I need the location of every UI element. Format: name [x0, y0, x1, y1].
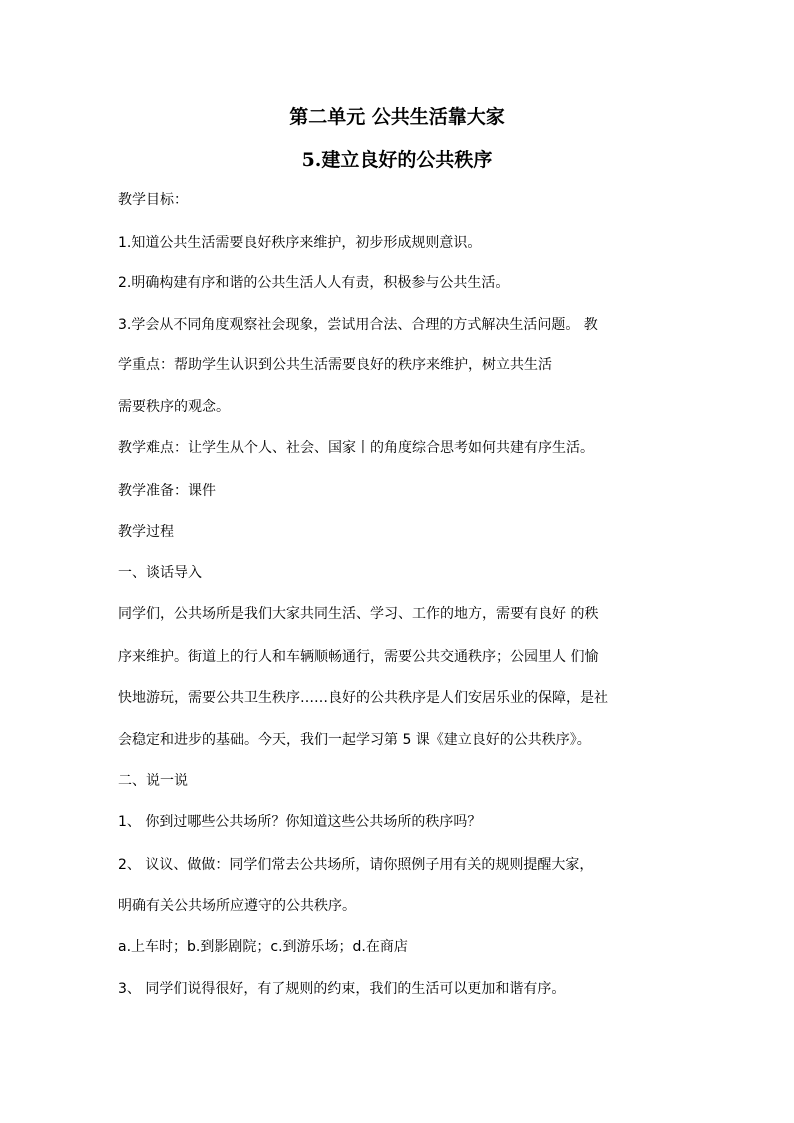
- paragraph-line-2: 序来维护。街道上的行人和车辆顺畅通行，需要公共交通秩序；公园里人 们愉: [118, 649, 599, 665]
- paragraph-line-1: 同学们，公共场所是我们大家共同生活、学习、工作的地方，需要有良好 的秩: [118, 606, 599, 622]
- question-2-line-1: 2、 议议、做做：同学们常去公共场所，请你照例子用有关的规则提醒大家，: [118, 857, 594, 873]
- key-points-line-1: 学重点：帮助学生认识到公共生活需要良好的秩序来维护，树立共生活: [118, 357, 552, 373]
- difficulties: 教学难点：让学生从个人、社会、国家丨的角度综合思考如何共建有序生活。: [118, 440, 594, 456]
- question-2-line-2: 明确有关公共场所应遵守的公共秩序。: [118, 898, 356, 914]
- point-3: 3、 同学们说得很好，有了规则的约束，我们的生活可以更加和谐有序。: [118, 981, 566, 997]
- key-points-line-2: 需要秩序的观念。: [118, 399, 230, 415]
- preparation: 教学准备：课件: [118, 483, 216, 499]
- objective-3: 3.学会从不同角度观察社会现象，尝试用合法、合理的方式解决生活问题。 教: [118, 317, 598, 333]
- objectives-heading: 教学目标：: [118, 192, 188, 208]
- objective-2: 2.明确构建有序和谐的公共生活人人有责，积极参与公共生活。: [118, 275, 510, 291]
- unit-title: 第二单元 公共生活靠大家: [289, 106, 505, 128]
- example-list: a.上车时；b.到影剧院；c.到游乐场；d.在商店: [118, 939, 408, 955]
- process-heading: 教学过程: [118, 524, 174, 540]
- section-2-heading: 二、说一说: [118, 773, 188, 789]
- paragraph-line-3: 快地游玩，需要公共卫生秩序……良好的公共秩序是人们安居乐业的保障，是社: [118, 690, 608, 706]
- paragraph-line-4: 会稳定和进步的基础。今天，我们一起学习第 5 课《建立良好的公共秩序》。: [118, 732, 591, 748]
- section-1-heading: 一、谈话导入: [118, 565, 202, 581]
- objective-1: 1.知道公共生活需要良好秩序来维护，初步形成规则意识。: [118, 235, 482, 251]
- lesson-title: 5.建立良好的公共秩序: [301, 149, 493, 171]
- question-1: 1、 你到过哪些公共场所？你知道这些公共场所的秩序吗？: [118, 814, 482, 830]
